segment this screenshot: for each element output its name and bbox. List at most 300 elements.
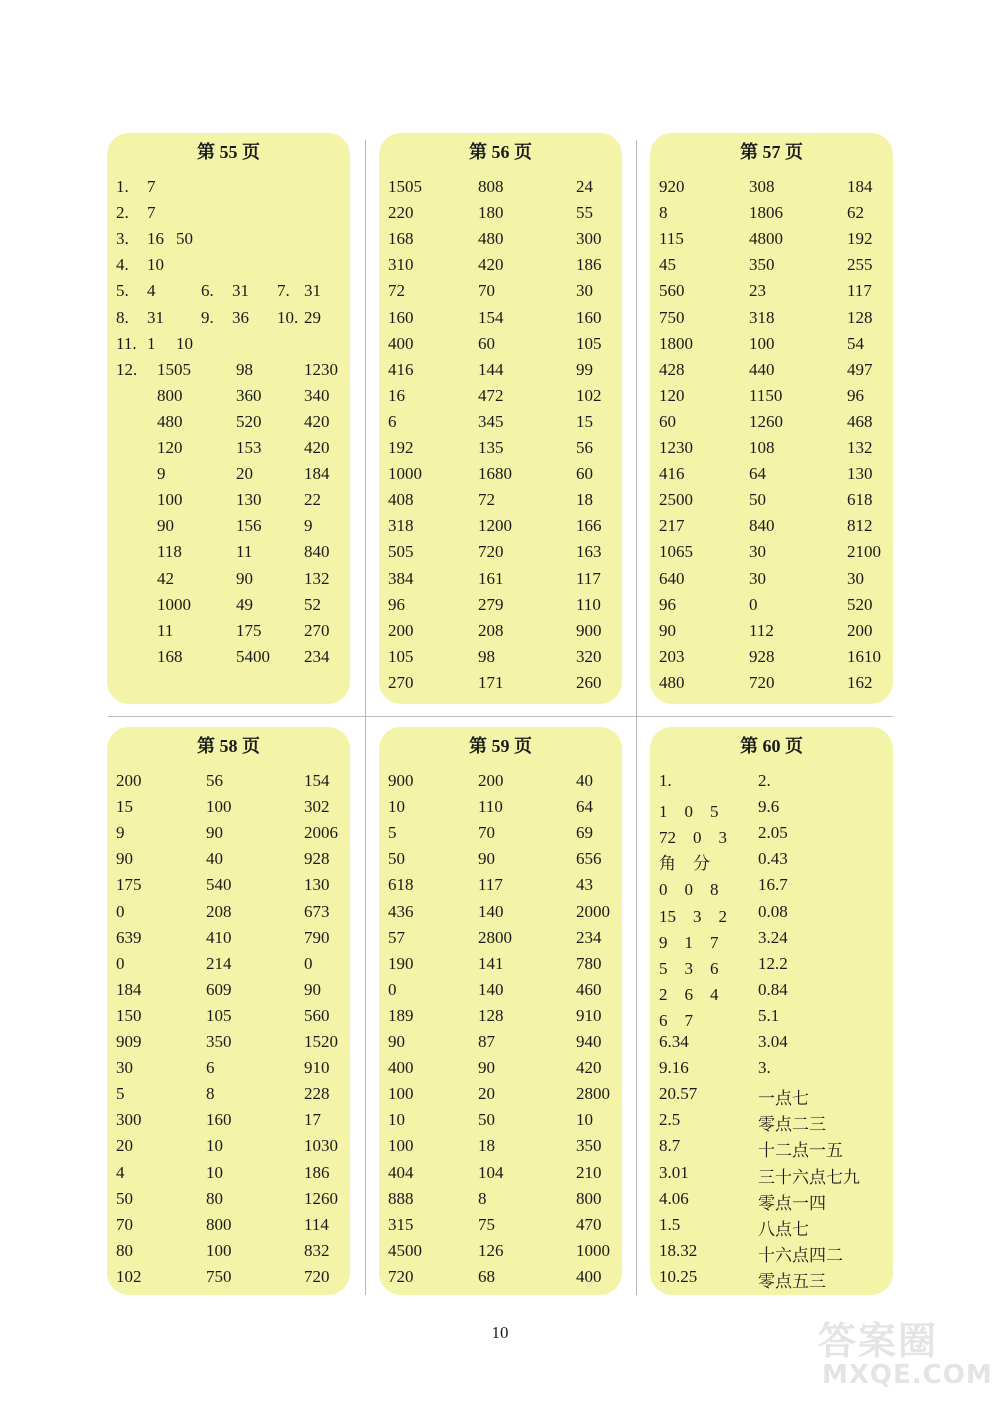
answer-panel-p55 — [107, 133, 350, 704]
answer-row — [379, 412, 622, 438]
answer-cell: 20 — [116, 1136, 133, 1156]
answer-cell: 96 — [847, 385, 864, 405]
answer-cell: 56 — [206, 771, 223, 790]
answer-row — [379, 1110, 622, 1136]
answer-cell: 350 — [206, 1032, 232, 1051]
answer-cell: 0 0 8 — [659, 880, 719, 900]
answer-row — [379, 1058, 622, 1084]
answer-cell: 560 — [304, 1005, 330, 1025]
answer-cell: 940 — [576, 1032, 602, 1051]
answer-cell: 6 — [388, 411, 397, 431]
answer-cell: 141 — [478, 953, 504, 973]
answer-cell: 2 6 4 — [659, 984, 719, 1004]
answer-cell: 318 — [749, 307, 775, 327]
answer-cell: 480 — [157, 411, 183, 431]
answer-cell: 96 — [659, 594, 676, 614]
answer-cell: 7 — [147, 203, 156, 223]
answer-cell: 210 — [576, 1162, 602, 1182]
answer-cell: 128 — [478, 1005, 504, 1025]
answer-cell: 160 — [206, 1110, 232, 1130]
answer-row — [379, 281, 622, 307]
answer-cell: 300 — [576, 229, 602, 249]
answer-cell: 166 — [576, 516, 602, 536]
answer-cell: 十六点四二 — [758, 1245, 843, 1265]
answer-cell: 108 — [749, 438, 775, 457]
answer-cell: 75 — [478, 1214, 495, 1234]
answer-cell: 520 — [847, 594, 873, 614]
answer-cell: 315 — [388, 1214, 414, 1234]
answer-row — [650, 203, 893, 229]
answer-row — [107, 902, 350, 928]
answer-row — [107, 797, 350, 823]
answer-row — [107, 1006, 350, 1032]
answer-cell: 43 — [576, 875, 593, 895]
answer-cell: 162 — [847, 672, 873, 692]
answer-cell: 69 — [576, 823, 593, 843]
answer-cell: 零点五三 — [758, 1271, 826, 1291]
answer-cell: 3.04 — [758, 1032, 788, 1051]
answer-cell: 208 — [206, 901, 232, 921]
answer-row — [379, 1084, 622, 1110]
answer-cell: 4.06 — [659, 1188, 689, 1208]
answer-row — [379, 647, 622, 673]
answer-cell: 16.7 — [758, 875, 788, 895]
answer-cell: 192 — [388, 438, 414, 457]
answer-cell: 2.05 — [758, 823, 788, 843]
answer-cell: 64 — [576, 797, 593, 817]
answer-cell: 118 — [157, 542, 182, 562]
answer-cell: 15 3 2 — [659, 906, 727, 926]
panel-title: 第 57 页 — [740, 142, 803, 162]
answer-row — [379, 1163, 622, 1189]
answer-cell: 5400 — [236, 646, 270, 666]
answer-cell: 132 — [847, 438, 873, 457]
answer-row — [650, 673, 893, 699]
answer-panel-p56 — [379, 133, 622, 704]
answer-row — [379, 569, 622, 595]
answer-cell: 一点七 — [758, 1089, 809, 1109]
answer-cell: 2.5 — [659, 1110, 681, 1130]
answer-cell: 228 — [304, 1084, 330, 1104]
answer-cell: 720 — [478, 542, 504, 562]
answer-cell: 72 0 3 — [659, 828, 727, 848]
answer-cell: 200 — [847, 620, 873, 640]
answer-cell: 10 — [388, 797, 405, 817]
answer-cell: 15 — [116, 797, 133, 817]
answer-cell: 4 — [116, 1162, 125, 1182]
answer-cell: 460 — [576, 979, 602, 999]
answer-cell: 23 — [749, 281, 766, 301]
answer-row — [379, 464, 622, 490]
answer-cell: 4 — [147, 281, 156, 301]
answer-cell: 505 — [388, 542, 414, 562]
answer-cell: 5 3 6 — [659, 958, 719, 978]
answer-cell: 720 — [304, 1266, 330, 1286]
answer-cell: 260 — [576, 672, 602, 692]
answer-row — [379, 1136, 622, 1162]
watermark-logo — [818, 1310, 993, 1396]
answer-cell: 60 — [576, 464, 593, 484]
answer-cell: 9.6 — [758, 797, 780, 817]
answer-cell: 184 — [116, 979, 142, 999]
answer-cell: 192 — [847, 229, 873, 249]
answer-row — [379, 771, 622, 797]
answer-row — [650, 412, 893, 438]
answer-cell: 400 — [388, 1058, 414, 1078]
answer-cell: 132 — [304, 568, 330, 588]
answer-cell: 1806 — [749, 203, 783, 223]
answer-row — [650, 229, 893, 255]
answer-cell: 8.7 — [659, 1136, 681, 1156]
answer-cell: 1150 — [749, 385, 783, 405]
answer-cell: 184 — [847, 177, 873, 196]
answer-cell: 117 — [847, 281, 872, 301]
answer-row — [650, 1084, 893, 1110]
answer-cell: 160 — [576, 307, 602, 327]
answer-row — [379, 542, 622, 568]
answer-cell: 36 — [232, 307, 249, 327]
answer-row — [379, 177, 622, 203]
answer-row — [650, 595, 893, 621]
answer-cell: 640 — [659, 568, 685, 588]
answer-cell: 208 — [478, 620, 504, 640]
answer-cell: 55 — [576, 203, 593, 223]
answer-cell: 99 — [576, 359, 593, 379]
answer-panel-p57 — [650, 133, 893, 704]
answer-cell: 1000 — [157, 594, 191, 614]
answer-row — [650, 621, 893, 647]
answer-cell: 56 — [576, 438, 593, 457]
answer-cell: 102 — [576, 385, 602, 405]
answer-cell: 154 — [304, 771, 330, 790]
answer-cell: 105 — [388, 646, 414, 666]
answer-cell: 480 — [478, 229, 504, 249]
answer-cell: 24 — [576, 177, 593, 196]
answer-cell: 18.32 — [659, 1240, 698, 1260]
answer-cell: 214 — [206, 953, 232, 973]
answer-row — [107, 412, 350, 438]
answer-row — [650, 823, 893, 849]
answer-cell: 200 — [116, 771, 142, 790]
answer-row — [107, 849, 350, 875]
answer-cell: 163 — [576, 542, 602, 562]
answer-cell: 8 — [478, 1188, 487, 1208]
answer-row — [650, 516, 893, 542]
answer-cell: 72 — [388, 281, 405, 301]
answer-cell: 900 — [576, 620, 602, 640]
answer-cell: 416 — [659, 464, 685, 484]
answer-cell: 420 — [576, 1058, 602, 1078]
answer-row — [379, 360, 622, 386]
answer-cell: 20 — [236, 464, 253, 484]
answer-row — [650, 438, 893, 464]
answer-row — [379, 334, 622, 360]
answer-row — [107, 1084, 350, 1110]
answer-row — [650, 281, 893, 307]
answer-row — [379, 308, 622, 334]
answer-cell: 928 — [749, 646, 775, 666]
watermark-url: MXQE.COM — [822, 1360, 993, 1390]
answer-cell: 100 — [388, 1136, 414, 1156]
answer-cell: 140 — [478, 901, 504, 921]
panel-title: 第 60 页 — [740, 736, 803, 756]
answer-cell: 130 — [304, 875, 330, 895]
answer-row — [650, 902, 893, 928]
answer-row — [379, 1267, 622, 1293]
answer-cell: 1505 — [388, 177, 422, 196]
answer-cell: 428 — [659, 359, 685, 379]
answer-cell: 200 — [478, 771, 504, 790]
answer-cell: 350 — [749, 255, 775, 275]
answer-cell: 1260 — [749, 411, 783, 431]
answer-cell: 角 分 — [659, 854, 710, 874]
answer-row — [650, 1136, 893, 1162]
answer-row — [650, 771, 893, 797]
answer-row — [650, 875, 893, 901]
answer-cell: 17 — [304, 1110, 321, 1130]
panel-title: 第 56 页 — [469, 142, 532, 162]
answer-cell: 30 — [749, 542, 766, 562]
answer-cell: 800 — [157, 385, 183, 405]
column-divider — [365, 140, 366, 1295]
answer-cell: 87 — [478, 1032, 495, 1051]
answer-row — [650, 1110, 893, 1136]
panel-title: 第 55 页 — [197, 142, 260, 162]
answer-cell: 153 — [236, 438, 262, 457]
answer-cell: 64 — [749, 464, 766, 484]
answer-row — [650, 1006, 893, 1032]
answer-row — [107, 823, 350, 849]
answer-cell: 31 — [304, 281, 321, 301]
answer-cell: 0 — [388, 979, 397, 999]
answer-cell: 7. — [277, 281, 290, 301]
answer-cell: 16 — [147, 229, 164, 249]
answer-row — [650, 1267, 893, 1293]
answer-row — [650, 980, 893, 1006]
answer-cell: 9 — [157, 464, 166, 484]
answer-cell: 3.01 — [659, 1162, 689, 1182]
answer-row — [107, 281, 350, 307]
answer-row — [650, 797, 893, 823]
answer-cell: 15 — [576, 411, 593, 431]
answer-cell: 812 — [847, 516, 873, 536]
answer-cell: 408 — [388, 490, 414, 510]
answer-cell: 302 — [304, 797, 330, 817]
answer-cell: 220 — [388, 203, 414, 223]
answer-row — [379, 823, 622, 849]
answer-cell: 90 — [157, 516, 174, 536]
answer-cell: 6. — [201, 281, 214, 301]
answer-cell: 270 — [304, 620, 330, 640]
answer-cell: 436 — [388, 901, 414, 921]
answer-cell: 270 — [388, 672, 414, 692]
answer-row — [379, 595, 622, 621]
answer-row — [379, 386, 622, 412]
answer-cell: 49 — [236, 594, 253, 614]
answer-cell: 7 — [147, 177, 156, 196]
answer-cell: 90 — [659, 620, 676, 640]
answer-row — [650, 386, 893, 412]
answer-cell: 3. — [116, 229, 129, 249]
answer-cell: 234 — [576, 927, 602, 947]
answer-cell: 126 — [478, 1240, 504, 1260]
answer-cell: 1505 — [157, 359, 191, 379]
answer-cell: 50 — [176, 229, 193, 249]
answer-cell: 1000 — [388, 464, 422, 484]
answer-cell: 161 — [478, 568, 504, 588]
answer-cell: 340 — [304, 385, 330, 405]
answer-cell: 928 — [304, 849, 330, 869]
answer-row — [379, 255, 622, 281]
answer-cell: 168 — [388, 229, 414, 249]
answer-cell: 31 — [232, 281, 249, 301]
answer-cell: 10 — [176, 333, 193, 353]
answer-row — [379, 954, 622, 980]
answer-row — [107, 980, 350, 1006]
answer-cell: 750 — [659, 307, 685, 327]
answer-row — [379, 438, 622, 464]
answer-cell: 18 — [576, 490, 593, 510]
answer-row — [379, 229, 622, 255]
answer-row — [107, 308, 350, 334]
answer-cell: 1610 — [847, 646, 881, 666]
answer-cell: 30 — [847, 568, 864, 588]
answer-cell: 0 — [304, 953, 313, 973]
answer-cell: 800 — [206, 1214, 232, 1234]
answer-cell: 1. — [659, 771, 672, 790]
answer-cell: 468 — [847, 411, 873, 431]
answer-cell: 117 — [576, 568, 601, 588]
answer-cell: 780 — [576, 953, 602, 973]
answer-cell: 16 — [388, 385, 405, 405]
answer-cell: 0 — [116, 953, 125, 973]
answer-cell: 52 — [304, 594, 321, 614]
answer-row — [650, 1189, 893, 1215]
answer-cell: 1200 — [478, 516, 512, 536]
answer-cell: 1 — [147, 333, 156, 353]
answer-cell: 203 — [659, 646, 685, 666]
answer-cell: 105 — [206, 1005, 232, 1025]
answer-row — [107, 954, 350, 980]
answer-row — [379, 849, 622, 875]
answer-cell: 54 — [847, 333, 864, 353]
answer-cell: 70 — [478, 823, 495, 843]
answer-cell: 345 — [478, 411, 504, 431]
answer-row — [650, 360, 893, 386]
answer-cell: 910 — [304, 1058, 330, 1078]
answer-cell: 560 — [659, 281, 685, 301]
answer-cell: 5 — [388, 823, 397, 843]
panel-title: 第 59 页 — [469, 736, 532, 756]
answer-cell: 128 — [847, 307, 873, 327]
answer-cell: 30 — [116, 1058, 133, 1078]
answer-cell: 9.16 — [659, 1058, 689, 1078]
answer-cell: 4. — [116, 255, 129, 275]
answer-row — [650, 647, 893, 673]
answer-row — [107, 771, 350, 797]
answer-cell: 130 — [847, 464, 873, 484]
answer-cell: 30 — [749, 568, 766, 588]
answer-cell: 9 — [304, 516, 313, 536]
answer-cell: 10 — [206, 1136, 223, 1156]
answer-cell: 98 — [478, 646, 495, 666]
answer-cell: 10 — [206, 1162, 223, 1182]
answer-cell: 420 — [304, 438, 330, 457]
answer-cell: 320 — [576, 646, 602, 666]
answer-cell: 1000 — [576, 1240, 610, 1260]
answer-row — [379, 980, 622, 1006]
answer-row — [379, 203, 622, 229]
answer-cell: 540 — [206, 875, 232, 895]
answer-panel-p59 — [379, 727, 622, 1295]
answer-cell: 9. — [201, 307, 214, 327]
answer-row — [379, 1189, 622, 1215]
answer-cell: 3.24 — [758, 927, 788, 947]
answer-cell: 2. — [758, 771, 771, 790]
answer-row — [650, 1215, 893, 1241]
answer-cell: 400 — [576, 1266, 602, 1286]
answer-cell: 11 — [157, 620, 174, 640]
answer-cell: 400 — [388, 333, 414, 353]
answer-cell: 1030 — [304, 1136, 338, 1156]
answer-cell: 130 — [236, 490, 262, 510]
answer-row — [379, 875, 622, 901]
answer-cell: 3. — [758, 1058, 771, 1078]
answer-cell: 90 — [116, 849, 133, 869]
answer-row — [650, 177, 893, 203]
answer-row — [650, 928, 893, 954]
answer-row — [650, 1058, 893, 1084]
answer-row — [650, 849, 893, 875]
answer-cell: 2800 — [478, 927, 512, 947]
answer-row — [379, 1215, 622, 1241]
answer-cell: 1520 — [304, 1032, 338, 1051]
answer-row — [379, 673, 622, 699]
answer-cell: 186 — [576, 255, 602, 275]
answer-row — [107, 647, 350, 673]
answer-row — [650, 464, 893, 490]
answer-cell: 105 — [576, 333, 602, 353]
answer-row — [107, 1241, 350, 1267]
answer-cell: 673 — [304, 901, 330, 921]
answer-row — [379, 490, 622, 516]
answer-row — [107, 334, 350, 360]
answer-cell: 200 — [388, 620, 414, 640]
answer-row — [650, 1032, 893, 1058]
page-number: 10 — [491, 1323, 509, 1342]
answer-cell: 520 — [236, 411, 262, 431]
answer-row — [107, 464, 350, 490]
answer-cell: 832 — [304, 1240, 330, 1260]
answer-cell: 900 — [388, 771, 414, 790]
answer-row — [107, 386, 350, 412]
answer-cell: 2100 — [847, 542, 881, 562]
answer-cell: 5 — [116, 1084, 125, 1104]
answer-cell: 10 — [147, 255, 164, 275]
answer-cell: 120 — [157, 438, 183, 457]
answer-row — [650, 542, 893, 568]
answer-row — [107, 1136, 350, 1162]
answer-cell: 12. — [116, 359, 138, 379]
answer-cell: 8. — [116, 307, 129, 327]
answer-cell: 20 — [478, 1084, 495, 1104]
answer-cell: 18 — [478, 1136, 495, 1156]
answer-cell: 1680 — [478, 464, 512, 484]
answer-cell: 800 — [576, 1188, 602, 1208]
answer-cell: 104 — [478, 1162, 504, 1182]
answer-cell: 350 — [576, 1136, 602, 1156]
answer-cell: 609 — [206, 979, 232, 999]
